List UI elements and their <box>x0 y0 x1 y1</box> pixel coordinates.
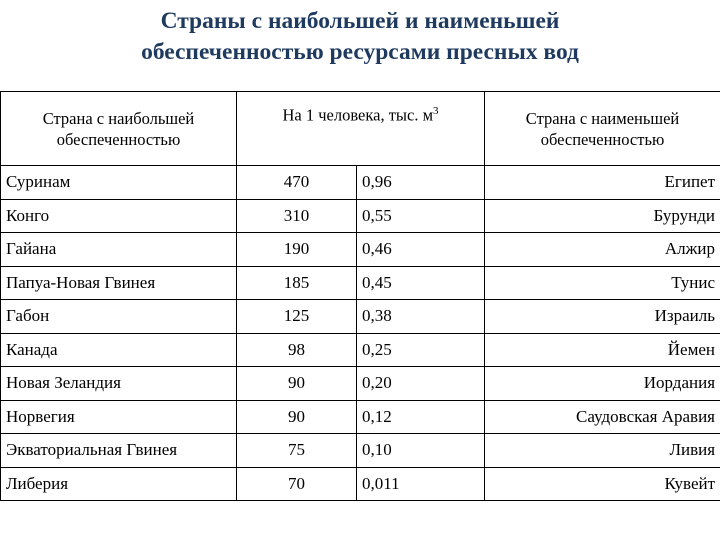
cell-high-value: 190 <box>237 233 357 267</box>
table-row <box>1 166 720 200</box>
table-body <box>1 166 720 501</box>
cell-high-country: Конго <box>1 199 237 233</box>
cell-low-value: 0,96 <box>357 166 485 200</box>
cell-high-value: 75 <box>237 434 357 468</box>
cell-high-value: 185 <box>237 266 357 300</box>
table-row <box>1 367 720 401</box>
cell-high-value: 70 <box>237 467 357 501</box>
header-low-country: Страна с наименьшей обеспеченностью <box>485 92 720 166</box>
cell-high-country: Суринам <box>1 166 237 200</box>
table-row <box>1 266 720 300</box>
cell-low-value: 0,46 <box>357 233 485 267</box>
page-title <box>0 6 720 68</box>
cell-high-country: Норвегия <box>1 400 237 434</box>
header-per-person-label: На 1 человека, тыс. м <box>282 105 434 125</box>
cell-high-value: 90 <box>237 367 357 401</box>
title-line-2: обеспеченностью ресурсами пресных вод <box>141 39 579 65</box>
cell-high-value: 90 <box>237 400 357 434</box>
cell-low-country: Йемен <box>485 333 720 367</box>
cell-low-country: Израиль <box>485 300 720 334</box>
table-header-row <box>1 92 720 166</box>
cell-low-country: Тунис <box>485 266 720 300</box>
water-resources-table <box>0 91 720 501</box>
cell-low-value: 0,20 <box>357 367 485 401</box>
table-row <box>1 233 720 267</box>
cell-low-value: 0,12 <box>357 400 485 434</box>
table-row <box>1 467 720 501</box>
cell-high-value: 125 <box>237 300 357 334</box>
cell-high-country: Папуа-Новая Гвинея <box>1 266 237 300</box>
cell-high-country: Канада <box>1 333 237 367</box>
cell-low-country: Алжир <box>485 233 720 267</box>
cell-high-country: Габон <box>1 300 237 334</box>
cell-high-value: 310 <box>237 199 357 233</box>
cell-low-country: Бурунди <box>485 199 720 233</box>
cell-high-country: Новая Зеландия <box>1 367 237 401</box>
cell-high-country: Либерия <box>1 467 237 501</box>
cell-low-country: Саудовская Аравия <box>485 400 720 434</box>
cell-high-value: 470 <box>237 166 357 200</box>
title-line-1: Страны с наибольшей и наименьшей <box>160 8 560 34</box>
cell-low-value: 0,55 <box>357 199 485 233</box>
cell-low-value: 0,011 <box>357 467 485 501</box>
cell-low-value: 0,38 <box>357 300 485 334</box>
cell-low-value: 0,25 <box>357 333 485 367</box>
cell-low-country: Египет <box>485 166 720 200</box>
header-high-country: Страна с наибольшей обеспеченностью <box>1 92 237 166</box>
cell-high-country: Экваториальная Гвинея <box>1 434 237 468</box>
table-row <box>1 333 720 367</box>
cell-low-value: 0,10 <box>357 434 485 468</box>
cell-high-value: 98 <box>237 333 357 367</box>
cell-low-country: Иордания <box>485 367 720 401</box>
cell-low-value: 0,45 <box>357 266 485 300</box>
cell-high-country: Гайана <box>1 233 237 267</box>
table-row <box>1 300 720 334</box>
table-row <box>1 434 720 468</box>
cell-low-country: Кувейт <box>485 467 720 501</box>
table-row <box>1 400 720 434</box>
cell-low-country: Ливия <box>485 434 720 468</box>
header-per-person-sup: 3 <box>433 105 439 117</box>
header-per-person <box>237 92 485 166</box>
table-row <box>1 199 720 233</box>
